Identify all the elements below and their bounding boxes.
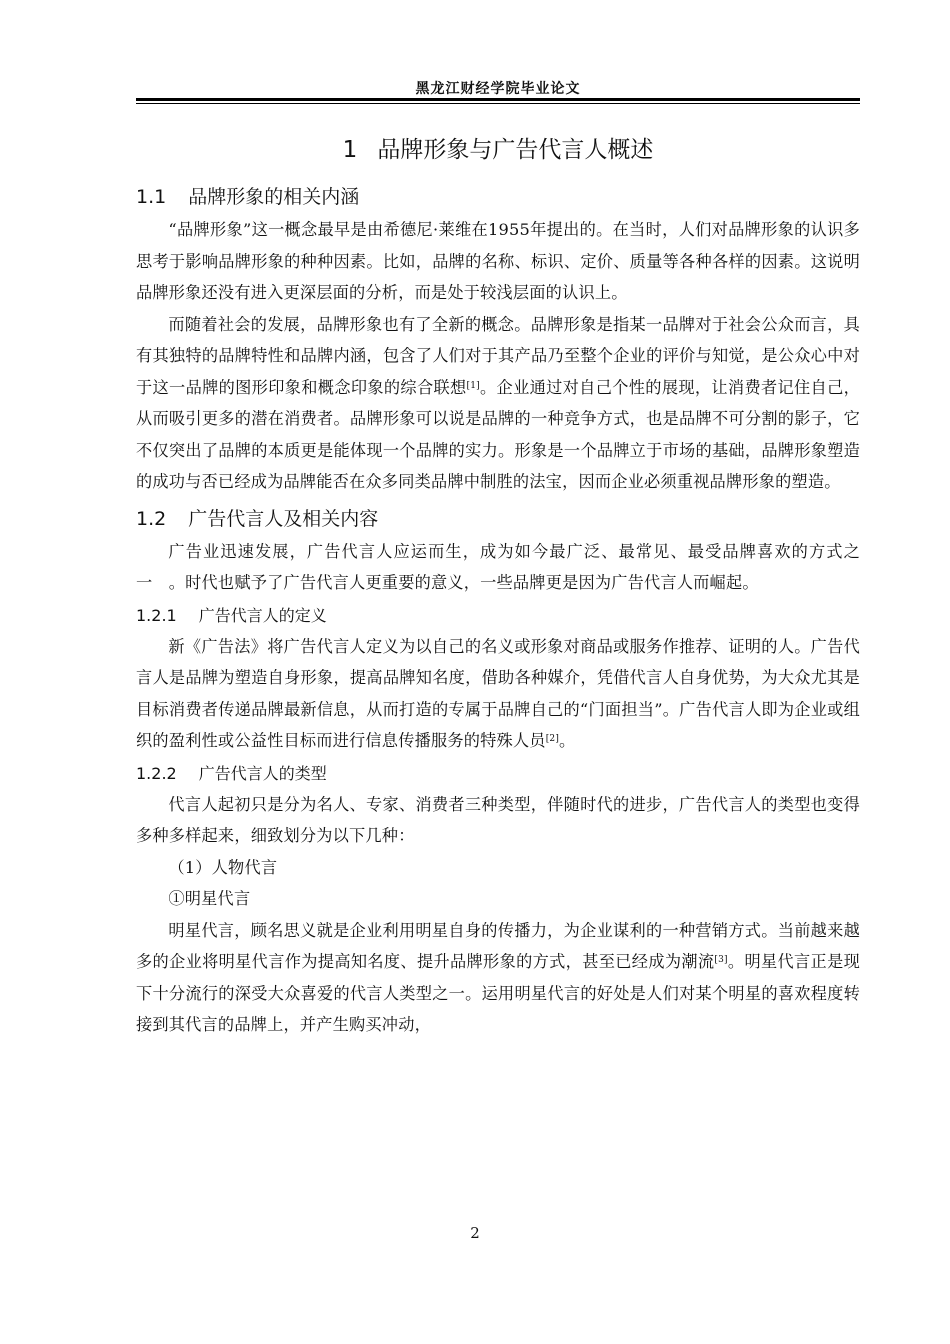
paragraph-text: 新《广告法》将广告代言人定义为以自己的名义或形象对商品或服务作推荐、证明的人。广告代言人是品牌为塑造自身形象，提高品牌知名度，借助各种媒介，凭借代言人自身优势，为大众尤其是目标消费者传递品牌最新信息，从而打造的专属于品牌自己的“门面担当”。广告代言人即为企业或组织的盈利性或公益性目标而进行信息传播服务的特殊人员: [136, 636, 860, 750]
section-heading-1-1: [136, 182, 860, 212]
citation-ref: [1]: [466, 380, 480, 391]
subsection-heading-1-2-1: [136, 601, 860, 631]
chapter-number: 1: [342, 137, 358, 163]
chapter-heading: [136, 132, 860, 168]
subsection-heading-1-2-2: [136, 759, 860, 789]
header-rule-thin: [136, 103, 860, 104]
subsection-number: 1.2.2: [136, 763, 177, 783]
section-heading-1-2: [136, 504, 860, 534]
page-number: 2: [470, 1224, 480, 1242]
paragraph-text: 明星代言，顾名思义就是企业利用明星自身的传播力，为企业谋利的一种营销方式。当前越来越多的企业将明星代言作为提高知名度、提升品牌形象的方式，甚至已经成为潮流: [136, 920, 860, 971]
paragraph: [136, 309, 860, 498]
paragraph: [136, 631, 860, 757]
section-number: 1.1: [136, 186, 167, 208]
list-item: ①明星代言: [168, 889, 251, 908]
paragraph-text: 。明星代言正是现下十分流行的深受大众喜爱的代言人类型之一。运用明星代言的好处是人们对某个明星的喜欢程度转接到其代言的品牌上，并产生购买冲动，: [136, 952, 860, 1034]
paragraph: “品牌形象”这一概念最早是由希德尼·莱维在1955年提出的。在当时，人们对品牌形象的认识多思考于影响品牌形象的种种因素。比如，品牌的名称、标识、定价、质量等各种各样的因素。这说明品牌形象还没有进入更深层面的分析，而是处于较浅层面的认识上。: [136, 220, 860, 302]
paragraph: 代言人起初只是分为名人、专家、消费者三种类型，伴随时代的进步，广告代言人的类型也变得多种多样起来，细致划分为以下几种：: [136, 794, 860, 845]
paragraph-text: 。企业通过对自己个性的展现，让消费者记住自己，从而吸引更多的潜在消费者。品牌形象可以说是品牌的一种竞争方式，也是品牌不可分割的影子，它不仅突出了品牌的本质更是能体现一个品牌的实力。形象是一个品牌立于市场的基础，品牌形象塑造的成功与否已经成为品牌能否在众多同类品牌中制胜的法宝，因而企业必须重视品牌形象的塑造。: [136, 377, 860, 491]
citation-ref: [2]: [545, 734, 560, 744]
running-header: 黑龙江财经学院毕业论文: [415, 81, 581, 97]
subsection-number: 1.2.1: [136, 605, 177, 625]
subsection-title: 广告代言人的定义: [198, 605, 327, 625]
paragraph: [136, 915, 860, 1041]
citation-ref: [3]: [714, 955, 728, 965]
section-title: 品牌形象的相关内涵: [188, 186, 360, 208]
header-rule-thick: [136, 98, 860, 101]
paragraph-text: 而随着社会的发展，品牌形象也有了全新的概念。品牌形象是指某一品牌对于社会公众而言，具有其独特的品牌特性和品牌内涵，包含了人们对于其产品乃至整个企业的评价与知觉，是公众心中对于这一品牌的图形印象和概念印象的综合联想: [136, 314, 860, 397]
list-item: （1）人物代言: [168, 857, 278, 877]
section-title: 广告代言人及相关内容: [188, 507, 379, 530]
section-number: 1.2: [136, 507, 167, 530]
page-body: [136, 132, 860, 1041]
paragraph-text: 。: [559, 731, 576, 750]
chapter-title: 品牌形象与广告代言人概述: [377, 137, 654, 163]
subsection-title: 广告代言人的类型: [198, 763, 327, 783]
paragraph: 广告业迅速发展，广告代言人应运而生，成为如今最广泛、最常见、最受品牌喜欢的方式之一 。时代也赋予了广告代言人更重要的意义，一些品牌更是因为广告代言人而崛起。: [136, 541, 860, 592]
